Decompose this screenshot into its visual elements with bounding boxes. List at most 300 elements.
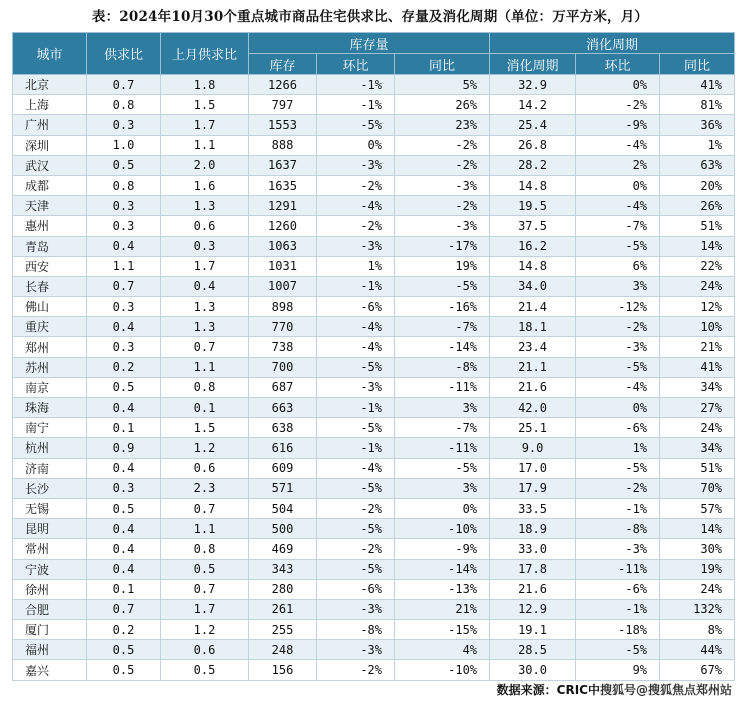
cell-inventory: 343 [249, 559, 317, 579]
cell-digest-yoy: 34% [660, 438, 735, 458]
header-prev-supply-ratio: 上月供求比 [161, 33, 249, 75]
cell-city: 北京 [13, 75, 87, 95]
cell-supply-ratio: 0.7 [87, 75, 161, 95]
cell-digest-mom: -12% [576, 297, 660, 317]
cell-digest-mom: -5% [576, 357, 660, 377]
header-digest-period: 消化周期 [490, 54, 576, 75]
table-row [13, 317, 735, 337]
cell-prev-supply-ratio: 1.1 [161, 357, 249, 377]
cell-digest-yoy: 19% [660, 559, 735, 579]
cell-supply-ratio: 0.1 [87, 579, 161, 599]
cell-inventory-yoy: 21% [395, 599, 490, 619]
cell-supply-ratio: 0.5 [87, 155, 161, 175]
cell-inventory-mom: -3% [317, 155, 395, 175]
cell-inventory-mom: -5% [317, 115, 395, 135]
cell-digest-mom: -4% [576, 135, 660, 155]
cell-prev-supply-ratio: 0.5 [161, 559, 249, 579]
table-row [13, 418, 735, 438]
source-note [497, 681, 732, 698]
cell-inventory: 888 [249, 135, 317, 155]
cell-inventory-mom: -5% [317, 357, 395, 377]
cell-inventory-yoy: -14% [395, 337, 490, 357]
cell-inventory-mom: -4% [317, 458, 395, 478]
cell-supply-ratio: 0.4 [87, 317, 161, 337]
cell-inventory-yoy: 0% [395, 498, 490, 518]
cell-prev-supply-ratio: 0.7 [161, 337, 249, 357]
cell-digest-period: 33.0 [490, 539, 576, 559]
header-digest-mom: 环比 [576, 54, 660, 75]
cell-prev-supply-ratio: 0.4 [161, 276, 249, 296]
cell-inventory: 1553 [249, 115, 317, 135]
cell-inventory-mom: -2% [317, 175, 395, 195]
cell-prev-supply-ratio: 1.2 [161, 438, 249, 458]
cell-digest-yoy: 41% [660, 75, 735, 95]
table-row [13, 660, 735, 680]
cell-inventory-yoy: 23% [395, 115, 490, 135]
cell-inventory: 1063 [249, 236, 317, 256]
cell-digest-mom: -2% [576, 478, 660, 498]
cell-digest-yoy: 67% [660, 660, 735, 680]
cell-city: 广州 [13, 115, 87, 135]
table-body [13, 75, 735, 681]
cell-city: 福州 [13, 640, 87, 660]
cell-digest-period: 18.1 [490, 317, 576, 337]
cell-inventory-yoy: 19% [395, 256, 490, 276]
cell-inventory-mom: -3% [317, 377, 395, 397]
cell-prev-supply-ratio: 2.3 [161, 478, 249, 498]
cell-digest-yoy: 41% [660, 357, 735, 377]
cell-supply-ratio: 0.4 [87, 398, 161, 418]
cell-inventory-mom: -1% [317, 75, 395, 95]
cell-digest-period: 14.8 [490, 256, 576, 276]
cell-digest-yoy: 132% [660, 599, 735, 619]
cell-city: 嘉兴 [13, 660, 87, 680]
cell-prev-supply-ratio: 1.8 [161, 75, 249, 95]
cell-inventory-mom: -3% [317, 640, 395, 660]
cell-supply-ratio: 0.5 [87, 377, 161, 397]
cell-digest-yoy: 27% [660, 398, 735, 418]
cell-digest-period: 9.0 [490, 438, 576, 458]
cell-supply-ratio: 0.9 [87, 438, 161, 458]
cell-inventory-yoy: -3% [395, 175, 490, 195]
cell-digest-period: 18.9 [490, 519, 576, 539]
cell-digest-period: 19.5 [490, 196, 576, 216]
cell-prev-supply-ratio: 1.5 [161, 95, 249, 115]
cell-digest-mom: -7% [576, 216, 660, 236]
table-row [13, 297, 735, 317]
cell-digest-yoy: 44% [660, 640, 735, 660]
cell-city: 济南 [13, 458, 87, 478]
cell-supply-ratio: 0.3 [87, 478, 161, 498]
cell-inventory-yoy: -7% [395, 418, 490, 438]
cell-supply-ratio: 0.1 [87, 418, 161, 438]
cell-inventory: 1007 [249, 276, 317, 296]
cell-digest-yoy: 34% [660, 377, 735, 397]
cell-digest-period: 14.2 [490, 95, 576, 115]
cell-digest-period: 26.8 [490, 135, 576, 155]
cell-inventory-yoy: -3% [395, 216, 490, 236]
cell-inventory-yoy: -16% [395, 297, 490, 317]
cell-city: 徐州 [13, 579, 87, 599]
cell-prev-supply-ratio: 0.6 [161, 458, 249, 478]
cell-inventory-mom: -2% [317, 539, 395, 559]
cell-digest-period: 16.2 [490, 236, 576, 256]
cell-inventory: 1635 [249, 175, 317, 195]
cell-city: 武汉 [13, 155, 87, 175]
cell-prev-supply-ratio: 1.1 [161, 135, 249, 155]
table-row [13, 236, 735, 256]
cell-prev-supply-ratio: 0.5 [161, 660, 249, 680]
cell-digest-mom: -1% [576, 498, 660, 518]
cell-supply-ratio: 0.7 [87, 599, 161, 619]
cell-city: 常州 [13, 539, 87, 559]
cell-digest-mom: -5% [576, 458, 660, 478]
cell-city: 珠海 [13, 398, 87, 418]
cell-digest-period: 21.1 [490, 357, 576, 377]
cell-prev-supply-ratio: 0.7 [161, 498, 249, 518]
cell-city: 佛山 [13, 297, 87, 317]
cell-inventory-mom: 1% [317, 256, 395, 276]
cell-digest-yoy: 12% [660, 297, 735, 317]
cell-inventory-yoy: -10% [395, 519, 490, 539]
cell-inventory-yoy: 3% [395, 478, 490, 498]
cell-prev-supply-ratio: 1.7 [161, 256, 249, 276]
cell-prev-supply-ratio: 1.1 [161, 519, 249, 539]
cell-city: 西安 [13, 256, 87, 276]
cell-digest-period: 42.0 [490, 398, 576, 418]
cell-inventory-yoy: -15% [395, 620, 490, 640]
cell-inventory-yoy: -11% [395, 438, 490, 458]
cell-digest-period: 34.0 [490, 276, 576, 296]
cell-prev-supply-ratio: 0.1 [161, 398, 249, 418]
cell-prev-supply-ratio: 2.0 [161, 155, 249, 175]
cell-inventory-yoy: -7% [395, 317, 490, 337]
cell-prev-supply-ratio: 1.3 [161, 297, 249, 317]
cell-digest-yoy: 51% [660, 216, 735, 236]
cell-inventory: 571 [249, 478, 317, 498]
cell-digest-yoy: 24% [660, 579, 735, 599]
table-row [13, 478, 735, 498]
cell-digest-yoy: 70% [660, 478, 735, 498]
cell-inventory-mom: -3% [317, 599, 395, 619]
cell-inventory-yoy: -11% [395, 377, 490, 397]
cell-digest-mom: -5% [576, 236, 660, 256]
watermark-text: 搜狐号@搜狐焦点郑州站 [599, 683, 732, 697]
cell-digest-period: 17.9 [490, 478, 576, 498]
cell-inventory: 1031 [249, 256, 317, 276]
cell-inventory-mom: -4% [317, 317, 395, 337]
cell-prev-supply-ratio: 1.6 [161, 175, 249, 195]
cell-inventory-yoy: 3% [395, 398, 490, 418]
cell-inventory-yoy: -8% [395, 357, 490, 377]
cell-digest-period: 19.1 [490, 620, 576, 640]
cell-inventory-yoy: -2% [395, 155, 490, 175]
header-inventory-group: 库存量 [249, 33, 490, 54]
cell-inventory-yoy: -5% [395, 458, 490, 478]
cell-supply-ratio: 1.0 [87, 135, 161, 155]
table-row [13, 498, 735, 518]
cell-digest-yoy: 24% [660, 418, 735, 438]
table-row [13, 539, 735, 559]
cell-city: 成都 [13, 175, 87, 195]
cell-digest-mom: -8% [576, 519, 660, 539]
cell-digest-mom: -4% [576, 377, 660, 397]
cell-digest-yoy: 30% [660, 539, 735, 559]
header-city: 城市 [13, 33, 87, 75]
cell-city: 南京 [13, 377, 87, 397]
cell-supply-ratio: 1.1 [87, 256, 161, 276]
cell-inventory: 469 [249, 539, 317, 559]
cell-digest-mom: -3% [576, 539, 660, 559]
cell-digest-yoy: 24% [660, 276, 735, 296]
cell-digest-period: 28.2 [490, 155, 576, 175]
cell-prev-supply-ratio: 0.8 [161, 377, 249, 397]
header-supply-ratio: 供求比 [87, 33, 161, 75]
cell-city: 天津 [13, 196, 87, 216]
cell-inventory-mom: -5% [317, 559, 395, 579]
cell-prev-supply-ratio: 0.3 [161, 236, 249, 256]
cell-inventory: 1637 [249, 155, 317, 175]
cell-city: 合肥 [13, 599, 87, 619]
cell-inventory: 797 [249, 95, 317, 115]
cell-supply-ratio: 0.3 [87, 297, 161, 317]
cell-supply-ratio: 0.3 [87, 216, 161, 236]
cell-digest-yoy: 63% [660, 155, 735, 175]
header-row-1 [13, 33, 735, 54]
table-row [13, 438, 735, 458]
table-row [13, 357, 735, 377]
header-inventory-mom: 环比 [317, 54, 395, 75]
data-table [12, 32, 735, 681]
table-row [13, 276, 735, 296]
table-row [13, 398, 735, 418]
cell-digest-period: 17.8 [490, 559, 576, 579]
cell-city: 重庆 [13, 317, 87, 337]
cell-supply-ratio: 0.5 [87, 498, 161, 518]
cell-inventory-mom: -2% [317, 216, 395, 236]
cell-inventory-mom: -2% [317, 660, 395, 680]
cell-inventory-yoy: -10% [395, 660, 490, 680]
cell-supply-ratio: 0.3 [87, 337, 161, 357]
table-row [13, 115, 735, 135]
cell-digest-yoy: 81% [660, 95, 735, 115]
table-row [13, 337, 735, 357]
cell-prev-supply-ratio: 1.3 [161, 317, 249, 337]
cell-supply-ratio: 0.2 [87, 620, 161, 640]
table-row [13, 75, 735, 95]
cell-digest-period: 37.5 [490, 216, 576, 236]
cell-inventory: 255 [249, 620, 317, 640]
cell-inventory-mom: 0% [317, 135, 395, 155]
table-row [13, 216, 735, 236]
table-row [13, 640, 735, 660]
cell-inventory-mom: -1% [317, 276, 395, 296]
cell-inventory: 770 [249, 317, 317, 337]
cell-digest-mom: -9% [576, 115, 660, 135]
cell-city: 青岛 [13, 236, 87, 256]
cell-city: 昆明 [13, 519, 87, 539]
cell-digest-period: 12.9 [490, 599, 576, 619]
cell-supply-ratio: 0.2 [87, 357, 161, 377]
cell-inventory-yoy: 5% [395, 75, 490, 95]
cell-supply-ratio: 0.8 [87, 175, 161, 195]
cell-digest-mom: 0% [576, 398, 660, 418]
cell-inventory: 500 [249, 519, 317, 539]
cell-digest-yoy: 14% [660, 236, 735, 256]
cell-digest-yoy: 36% [660, 115, 735, 135]
cell-digest-mom: -11% [576, 559, 660, 579]
header-digest-group: 消化周期 [490, 33, 735, 54]
cell-digest-mom: 0% [576, 175, 660, 195]
cell-inventory-mom: -8% [317, 620, 395, 640]
cell-inventory: 248 [249, 640, 317, 660]
cell-digest-period: 32.9 [490, 75, 576, 95]
source-label: 数据来源：CRIC中 [496, 683, 600, 697]
table-row [13, 175, 735, 195]
cell-city: 长沙 [13, 478, 87, 498]
header-digest-yoy: 同比 [660, 54, 735, 75]
cell-inventory-yoy: -14% [395, 559, 490, 579]
cell-inventory: 280 [249, 579, 317, 599]
cell-digest-period: 25.4 [490, 115, 576, 135]
cell-digest-yoy: 22% [660, 256, 735, 276]
cell-city: 宁波 [13, 559, 87, 579]
cell-prev-supply-ratio: 1.7 [161, 115, 249, 135]
cell-inventory: 261 [249, 599, 317, 619]
table-row [13, 599, 735, 619]
table-row [13, 95, 735, 115]
cell-digest-mom: -6% [576, 579, 660, 599]
cell-inventory: 616 [249, 438, 317, 458]
cell-inventory: 1291 [249, 196, 317, 216]
cell-supply-ratio: 0.8 [87, 95, 161, 115]
cell-digest-mom: -2% [576, 95, 660, 115]
cell-inventory-mom: -1% [317, 95, 395, 115]
cell-supply-ratio: 0.4 [87, 458, 161, 478]
cell-digest-yoy: 20% [660, 175, 735, 195]
cell-prev-supply-ratio: 1.5 [161, 418, 249, 438]
table-row [13, 579, 735, 599]
cell-inventory-mom: -5% [317, 418, 395, 438]
table-row [13, 519, 735, 539]
cell-inventory-yoy: -2% [395, 196, 490, 216]
cell-digest-yoy: 26% [660, 196, 735, 216]
cell-inventory-yoy: -2% [395, 135, 490, 155]
cell-digest-mom: 3% [576, 276, 660, 296]
cell-digest-period: 25.1 [490, 418, 576, 438]
cell-city: 深圳 [13, 135, 87, 155]
cell-digest-mom: 1% [576, 438, 660, 458]
table-row [13, 377, 735, 397]
cell-city: 惠州 [13, 216, 87, 236]
cell-inventory-yoy: 4% [395, 640, 490, 660]
cell-prev-supply-ratio: 1.3 [161, 196, 249, 216]
cell-inventory: 504 [249, 498, 317, 518]
cell-digest-yoy: 8% [660, 620, 735, 640]
cell-digest-period: 30.0 [490, 660, 576, 680]
cell-prev-supply-ratio: 1.2 [161, 620, 249, 640]
cell-inventory: 898 [249, 297, 317, 317]
cell-digest-yoy: 10% [660, 317, 735, 337]
cell-inventory-mom: -4% [317, 337, 395, 357]
cell-inventory-mom: -4% [317, 196, 395, 216]
cell-supply-ratio: 0.4 [87, 539, 161, 559]
cell-supply-ratio: 0.4 [87, 519, 161, 539]
table-row [13, 256, 735, 276]
cell-digest-yoy: 21% [660, 337, 735, 357]
cell-digest-yoy: 14% [660, 519, 735, 539]
cell-city: 上海 [13, 95, 87, 115]
cell-city: 长春 [13, 276, 87, 296]
cell-inventory: 700 [249, 357, 317, 377]
cell-inventory-yoy: -9% [395, 539, 490, 559]
cell-supply-ratio: 0.3 [87, 115, 161, 135]
cell-inventory-mom: -1% [317, 438, 395, 458]
cell-digest-mom: -1% [576, 599, 660, 619]
cell-city: 郑州 [13, 337, 87, 357]
cell-prev-supply-ratio: 0.6 [161, 640, 249, 660]
cell-supply-ratio: 0.4 [87, 559, 161, 579]
table-row [13, 458, 735, 478]
cell-digest-period: 23.4 [490, 337, 576, 357]
cell-supply-ratio: 0.5 [87, 640, 161, 660]
table-row [13, 196, 735, 216]
cell-prev-supply-ratio: 0.6 [161, 216, 249, 236]
cell-city: 厦门 [13, 620, 87, 640]
table-title: 表：2024年10月30个重点城市商品住宅供求比、存量及消化周期（单位：万平方米，月） [91, 9, 649, 25]
cell-digest-mom: -6% [576, 418, 660, 438]
cell-digest-period: 21.6 [490, 579, 576, 599]
cell-digest-yoy: 57% [660, 498, 735, 518]
cell-supply-ratio: 0.3 [87, 196, 161, 216]
cell-digest-mom: -3% [576, 337, 660, 357]
cell-inventory: 738 [249, 337, 317, 357]
cell-city: 苏州 [13, 357, 87, 377]
cell-digest-period: 14.8 [490, 175, 576, 195]
cell-inventory: 609 [249, 458, 317, 478]
cell-city: 南宁 [13, 418, 87, 438]
cell-supply-ratio: 0.4 [87, 236, 161, 256]
cell-digest-yoy: 51% [660, 458, 735, 478]
cell-digest-period: 17.0 [490, 458, 576, 478]
cell-inventory-yoy: -17% [395, 236, 490, 256]
cell-digest-mom: -4% [576, 196, 660, 216]
cell-digest-mom: 2% [576, 155, 660, 175]
cell-inventory: 156 [249, 660, 317, 680]
cell-prev-supply-ratio: 0.8 [161, 539, 249, 559]
cell-inventory: 687 [249, 377, 317, 397]
table-row [13, 155, 735, 175]
cell-digest-mom: 0% [576, 75, 660, 95]
cell-digest-mom: 9% [576, 660, 660, 680]
cell-digest-mom: -18% [576, 620, 660, 640]
table-row [13, 559, 735, 579]
cell-digest-period: 33.5 [490, 498, 576, 518]
cell-inventory: 1260 [249, 216, 317, 236]
cell-digest-mom: -5% [576, 640, 660, 660]
cell-inventory-mom: -5% [317, 478, 395, 498]
cell-inventory-yoy: -5% [395, 276, 490, 296]
cell-inventory-mom: -1% [317, 398, 395, 418]
cell-inventory-mom: -5% [317, 519, 395, 539]
header-inventory-yoy: 同比 [395, 54, 490, 75]
cell-prev-supply-ratio: 0.7 [161, 579, 249, 599]
cell-inventory-yoy: 26% [395, 95, 490, 115]
cell-inventory-mom: -3% [317, 236, 395, 256]
cell-inventory-yoy: -13% [395, 579, 490, 599]
table-row [13, 135, 735, 155]
cell-prev-supply-ratio: 1.7 [161, 599, 249, 619]
